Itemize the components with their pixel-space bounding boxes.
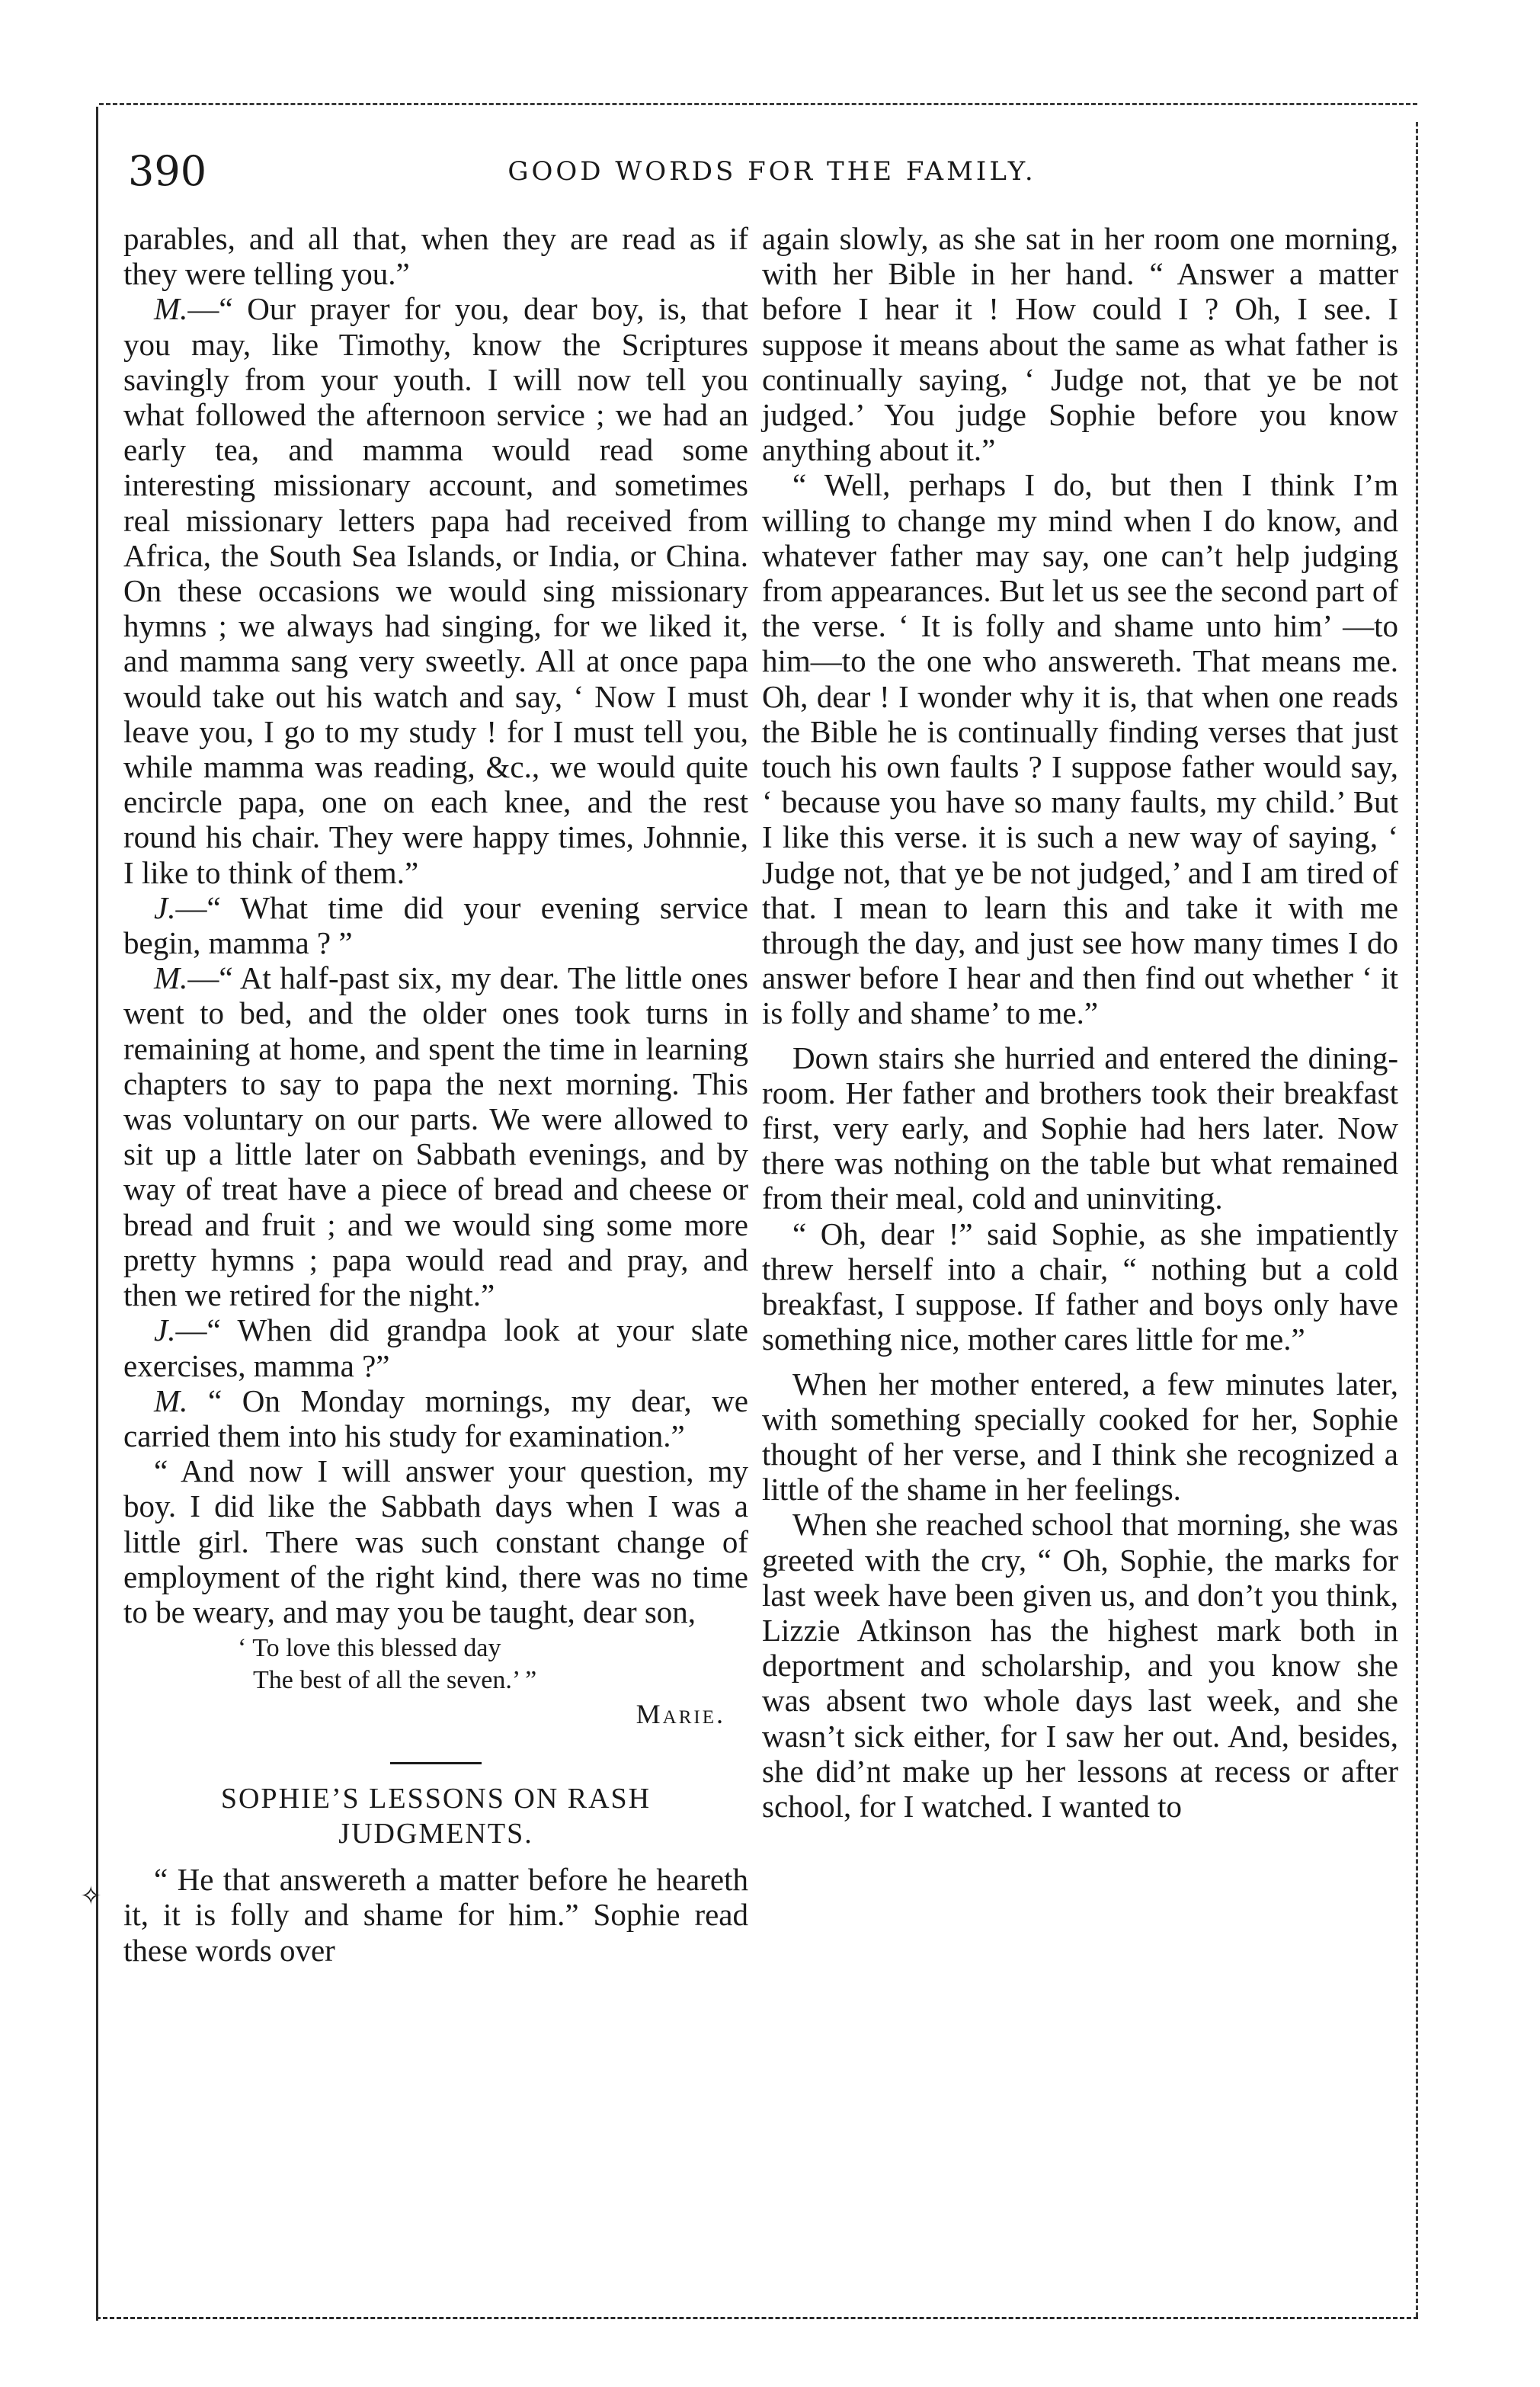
left-border-rule bbox=[96, 107, 98, 2321]
speaker-label: M. bbox=[154, 960, 188, 996]
paragraph: “ He that answereth a matter before he heareth it, it is folly and shame for him.” Sophie read these words over bbox=[123, 1862, 748, 1968]
running-title: GOOD WORDS FOR THE FAMILY. bbox=[507, 156, 1036, 187]
verse-line: ‘ To love this blessed day bbox=[238, 1634, 501, 1663]
bottom-border-rule bbox=[96, 2317, 1418, 2319]
dialogue-paragraph bbox=[123, 960, 748, 1312]
dialogue-paragraph bbox=[123, 1383, 748, 1453]
speaker-label: J. bbox=[154, 1312, 176, 1348]
paragraph: parables, and all that, when they are read as if they were telling you.” bbox=[123, 221, 748, 292]
dialogue-paragraph bbox=[123, 1312, 748, 1383]
author-signature: Marie. bbox=[636, 1699, 725, 1730]
speaker-label: M. bbox=[154, 291, 188, 327]
dialogue-text: —“ Our prayer for you, dear boy, is, that you may, like Timothy, know the Scriptures savingly from your youth. I will now tell you what followed the afternoon service ; we had an early tea, and mamma would read some interesting missionary account, and sometimes real missionary letters papa had received from Africa, the South Sea Islands, or India, or China. On these occasions we would sing missionary hymns ; we always had singing, for we liked it, and mamma sang very sweetly. All at once papa would take out his watch and say, ‘ Now I must leave you, I go to my study ! for I must tell you, while mamma was reading, &c., we would quite encircle papa, one on each knee, and the rest round his chair. They were happy times, Johnnie, I like to think of them.” bbox=[123, 291, 748, 890]
right-border-rule bbox=[1416, 122, 1418, 2317]
page-header bbox=[128, 145, 1416, 198]
paragraph: “ And now I will answer your question, my boy. I did like the Sabbath days when I was a little girl. There was such constant change of employment of the right kind, there was no time to be weary, and may you be taught, dear son, bbox=[123, 1453, 748, 1629]
dialogue-text: —“ What time did your evening service begin, mamma ? ” bbox=[123, 889, 748, 961]
paragraph: again slowly, as she sat in her room one morning, with her Bible in her hand. “ Answer a matter before I hear it ! How could I ? Oh, I see. I suppose it means about the same as what father is continually saying, ‘ Judge not, that ye be not judged.’ You judge Sophie before you know anything about it.” bbox=[762, 221, 1398, 468]
dialogue-paragraph bbox=[123, 890, 748, 960]
paragraph: When her mother entered, a few minutes later, with something specially cooked for her, Sophie thought of her verse, and I think she recognized a little of the shame in her feelings. bbox=[762, 1366, 1398, 1507]
dialogue-text: —“ At half-past six, my dear. The little ones went to bed, and the older ones took turns in remaining at home, and spent the time in learning chapters to say to papa the next morning. This was voluntary on our parts. We were allowed to sit up a little later on Sabbath evenings, and by way of treat have a piece of bread and cheese or bread and fruit ; and we would sing some more pretty hymns ; papa would read and pray, and then we retired for the night.” bbox=[123, 960, 748, 1313]
article-title-line: JUDGMENTS. bbox=[338, 1818, 533, 1850]
article-title-line: SOPHIE’S LESSONS ON RASH bbox=[220, 1783, 652, 1815]
section-divider bbox=[390, 1762, 482, 1764]
paragraph: “ Well, perhaps I do, but then I think I’m willing to change my mind when I do know, and whatever father may say, one can’t help judging from appearances. But let us see the second part of the verse. ‘ It is folly and shame unto him’ —to him—to the one who answereth. That means me. Oh, dear ! I wonder why it is, that when one reads the Bible he is continually finding verses that just touch his own faults ? I suppose father would say, ‘ because you have so many faults, my child.’ But I like this verse. it is such a new way of saying, ‘ Judge not, that ye be not judged,’ and I am tired of that. I mean to learn this and take it with me through the day, and just see how many times I do answer before I hear and then find out whether ‘ it is folly and shame’ to me.” bbox=[762, 467, 1398, 1031]
speaker-label: M. bbox=[154, 1383, 188, 1418]
paragraph: “ Oh, dear !” said Sophie, as she impatiently threw herself into a chair, “ nothing but a cold breakfast, I suppose. If father and boys only have something nice, mother cares little for me.” bbox=[762, 1216, 1398, 1357]
paragraph: When she reached school that morning, she was greeted with the cry, “ Oh, Sophie, the marks for last week have been given us, and don’t you think, Lizzie Atkinson has the highest mark both in deportment and scholarship, and you know she was absent two whole days last week, and she wasn’t sick either, for I saw her out. And, besides, she did’nt make up her lessons at recess or after school, for I watched. I wanted to bbox=[762, 1507, 1398, 1824]
right-column bbox=[762, 221, 1398, 1824]
page-number: 390 bbox=[128, 147, 207, 195]
verse-quote bbox=[123, 1632, 748, 1697]
top-border-rule bbox=[99, 103, 1417, 105]
speaker-label: J. bbox=[154, 889, 176, 925]
dialogue-text: “ On Monday mornings, my dear, we carried them into his study for examination.” bbox=[123, 1383, 748, 1453]
paragraph: Down stairs she hurried and entered the dining-room. Her father and brothers took their breakfast first, very early, and Sophie had hers later. Now there was nothing on the table but what remained from their meal, cold and uninviting. bbox=[762, 1040, 1398, 1216]
dialogue-paragraph bbox=[123, 291, 748, 889]
article-title bbox=[123, 1781, 748, 1851]
margin-mark: ✧ bbox=[80, 1881, 102, 1911]
dialogue-text: —“ When did grandpa look at your slate exercises, mamma ?” bbox=[123, 1312, 748, 1383]
left-column bbox=[123, 221, 748, 1968]
verse-line: The best of all the seven.’ ” bbox=[253, 1666, 537, 1695]
